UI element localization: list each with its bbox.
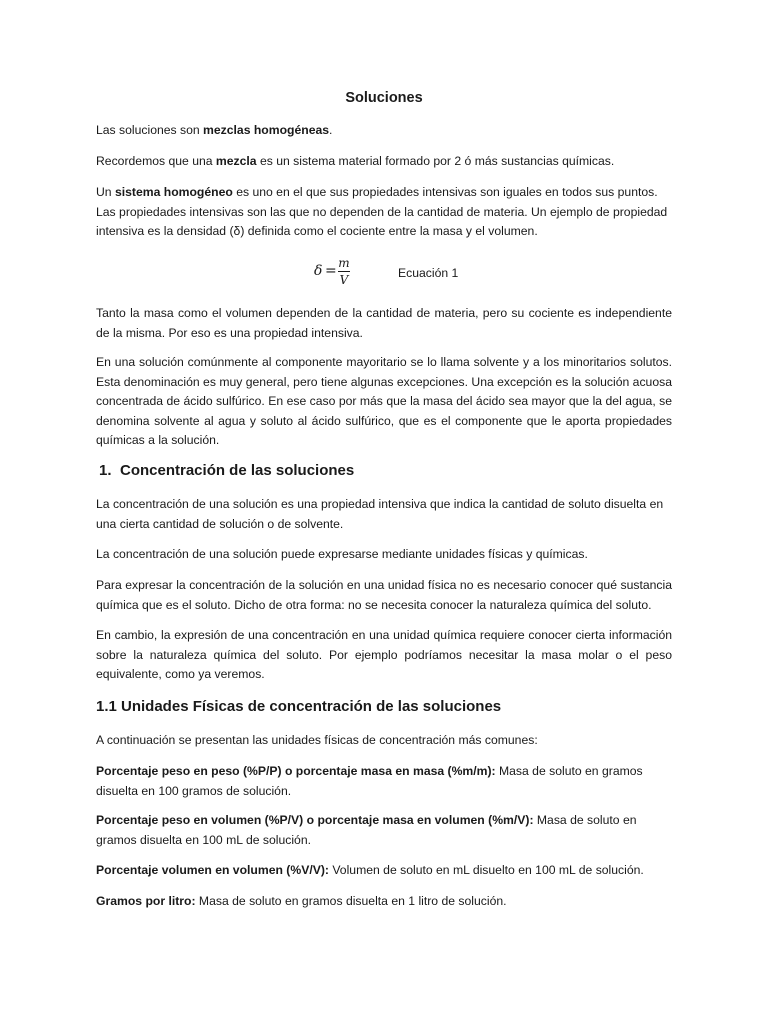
- definition-pp: [96, 762, 672, 801]
- definition-text: Volumen de soluto en mL disuelto en 100 mL de solución.: [328, 863, 644, 877]
- bold-term: sistema homogéneo: [114, 185, 233, 199]
- text-run: Las soluciones son: [96, 123, 204, 137]
- text-run: .: [329, 123, 333, 137]
- definition-text: Masa de soluto en gramos disuelta en 100 mL de solución.: [96, 813, 637, 847]
- definition-gl: [96, 892, 672, 912]
- equation-numerator: m: [338, 256, 350, 270]
- paragraph-lista-intro: A continuación se presentan las unidades físicas de concentración más comunes:: [96, 733, 538, 747]
- equation-label: Ecuación 1: [398, 266, 459, 280]
- text-run: Recordemos que una: [96, 154, 216, 168]
- text-run: Un: [96, 185, 115, 199]
- equation-fraction: [338, 256, 350, 287]
- definition-term: Porcentaje volumen en volumen (%V/V):: [96, 863, 329, 877]
- bold-term: mezcla: [215, 154, 257, 168]
- equation-denominator: V: [339, 273, 349, 287]
- paragraph-sistema-homogeneo: [96, 183, 672, 242]
- definition-vv: [96, 861, 672, 881]
- density-equation: [314, 256, 554, 292]
- definition-term: Gramos por litro:: [96, 894, 196, 908]
- section-heading-1: [99, 461, 354, 481]
- paragraph-intro: [96, 121, 672, 141]
- paragraph-masa-volumen: Tanto la masa como el volumen dependen de la cantidad de materia, pero su cociente es independiente de la misma. Por eso es una propiedad intensiva.: [96, 306, 672, 340]
- definition-term: Porcentaje peso en volumen (%P/V) o porcentaje masa en volumen (%m/V):: [96, 813, 534, 827]
- paragraph-mezcla: [96, 152, 672, 172]
- paragraph-unidad-quimica: En cambio, la expresión de una concentración en una unidad química requiere conocer cierta información sobre la naturaleza química del soluto. Por ejemplo podríamos necesitar la masa molar o el peso equivalente, como ya veremos.: [96, 628, 672, 681]
- paragraph-solvente-soluto: En una solución comúnmente al componente mayoritario se lo llama solvente y a los minoritarios solutos. Esta denominación es muy general, pero tiene algunas excepciones. Una excepción es la solución acuosa concentrada de ácido sulfúrico. En ese caso por más que la masa del ácido sea mayor que la del agua, se denomina solvente al agua y soluto al ácido sulfúrico, que es el componente que le aporta propiedades químicas a la solución.: [96, 355, 672, 447]
- definition-term: Porcentaje peso en peso (%P/P) o porcentaje masa en masa (%m/m):: [96, 764, 496, 778]
- paragraph-concentracion-def: La concentración de una solución es una propiedad intensiva que indica la cantidad de soluto disuelta en una cierta cantidad de solución o de solvente.: [96, 497, 664, 531]
- section-heading-1-1: 1.1 Unidades Físicas de concentración de las soluciones: [96, 698, 502, 715]
- definition-text: Masa de soluto en gramos disuelta en 1 litro de solución.: [195, 894, 507, 908]
- document-title: Soluciones: [345, 90, 423, 106]
- text-run: es uno en el que sus propiedades intensivas son iguales en todos sus puntos. Las propiedades intensivas son las que no dependen de la cantidad de materia. Un ejemplo de propiedad intensiva es la densidad (δ) definida como el cociente entre la masa y el volumen.: [96, 185, 668, 238]
- paragraph-unidad-fisica: Para expresar la concentración de la solución en una unidad física no es necesario conocer qué sustancia química que es el soluto. Dicho de otra forma: no se necesita conocer la naturaleza química del soluto.: [96, 578, 672, 612]
- section-number: 1.: [99, 462, 112, 479]
- section-title: Concentración de las soluciones: [120, 462, 355, 479]
- definition-pv: [96, 811, 672, 850]
- equation-equals: =: [325, 263, 337, 279]
- paragraph-unidades: La concentración de una solución puede expresarse mediante unidades físicas y químicas.: [96, 547, 588, 561]
- fraction-bar: [338, 271, 350, 272]
- equation-lhs: δ: [314, 263, 323, 279]
- bold-term: mezclas homogéneas: [203, 123, 330, 137]
- text-run: es un sistema material formado por 2 ó más sustancias químicas.: [256, 154, 615, 168]
- definition-text: Masa de soluto en gramos disuelta en 100 gramos de solución.: [96, 764, 643, 798]
